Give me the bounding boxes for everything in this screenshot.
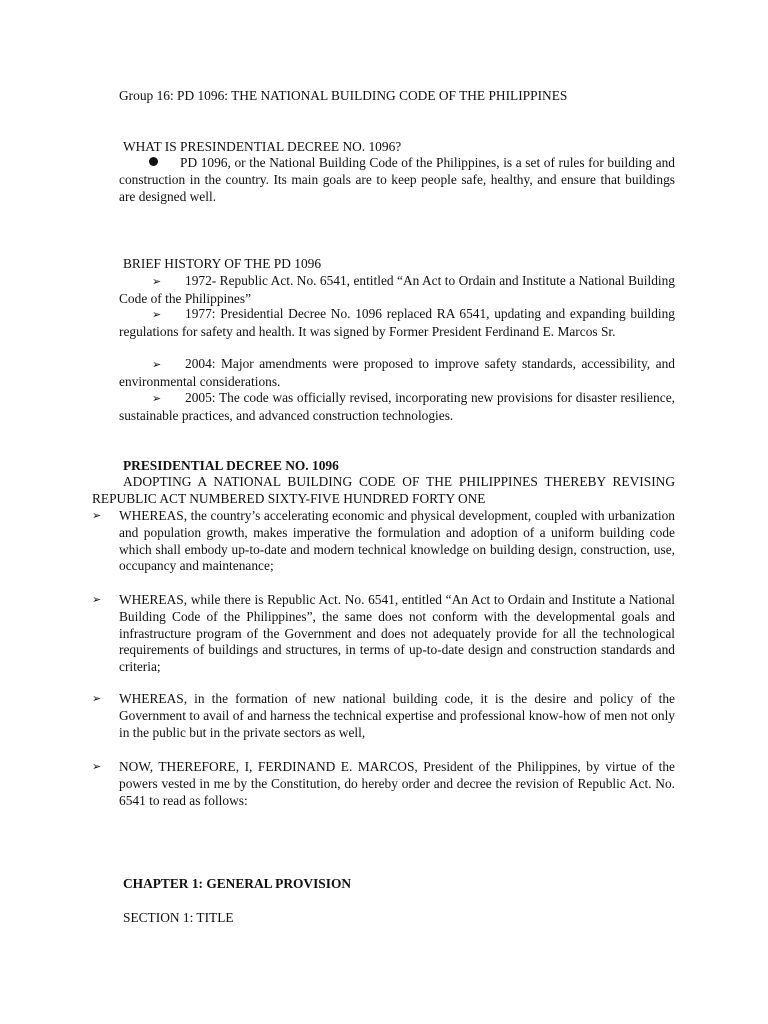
whereas-clause bbox=[92, 759, 675, 809]
chapter-heading: CHAPTER 1: GENERAL PROVISION bbox=[123, 876, 352, 891]
history-item-text: 1977: Presidential Decree No. 1096 replaced RA 6541, updating and expanding building regulations for safety and health. It was signed by Former President Ferdinand E. Marcos Sr. bbox=[119, 306, 675, 339]
whereas-clause bbox=[92, 691, 675, 741]
document-title: Group 16: PD 1096: THE NATIONAL BUILDING CODE OF THE PHILIPPINES bbox=[119, 88, 568, 103]
section-title: SECTION 1: TITLE bbox=[123, 910, 234, 925]
whereas-text: WHEREAS, while there is Republic Act. No. 6541, entitled “An Act to Ordain and Institute a National Building Code of the Philippines”, the same does not conform with the developmental goals and infrastructure program of the Government and does not adequately provide for all the technological requirements of buildings and structures, in terms of up-to-date design and construction standards and criteria; bbox=[119, 592, 675, 675]
arrowhead-bullet-icon: ➢ bbox=[92, 509, 102, 522]
filled-circle-bullet-icon bbox=[149, 157, 158, 166]
decree-heading: PRESIDENTIAL DECREE NO. 1096 bbox=[123, 458, 339, 473]
history-item-text: 2004: Major amendments were proposed to improve safety standards, accessibility, and environmental considerations. bbox=[119, 356, 675, 389]
what-is-text: PD 1096, or the National Building Code of the Philippines, is a set of rules for building and construction in the country. Its main goals are to keep people safe, healthy, and ensure that buildings are designed well. bbox=[119, 155, 675, 204]
history-item bbox=[119, 390, 675, 425]
decree-subtitle: ADOPTING A NATIONAL BUILDING CODE OF THE PHILIPPINES THEREBY REVISING REPUBLIC ACT NUMBERED SIXTY-FIVE HUNDRED FORTY ONE bbox=[92, 474, 675, 506]
arrowhead-bullet-icon: ➢ bbox=[152, 308, 162, 321]
arrowhead-bullet-icon: ➢ bbox=[92, 692, 102, 705]
arrowhead-bullet-icon: ➢ bbox=[92, 760, 102, 773]
whereas-clause bbox=[92, 508, 675, 575]
whereas-text: WHEREAS, the country’s accelerating economic and physical development, coupled with urbanization and population growth, makes imperative the formulation and adoption of a uniform building code which shall embody up-to-date and modern technical knowledge on building design, construction, use, occupancy and maintenance; bbox=[119, 508, 675, 574]
arrowhead-bullet-icon: ➢ bbox=[152, 358, 162, 371]
arrowhead-bullet-icon: ➢ bbox=[152, 392, 162, 405]
history-item bbox=[119, 273, 675, 308]
arrowhead-bullet-icon: ➢ bbox=[92, 593, 102, 606]
what-is-heading: WHAT IS PRESINDENTIAL DECREE NO. 1096? bbox=[123, 139, 402, 154]
history-item-text: 1972- Republic Act. No. 6541, entitled “An Act to Ordain and Institute a National Building Code of the Philippines” bbox=[119, 273, 675, 306]
what-is-paragraph bbox=[119, 155, 675, 205]
history-item bbox=[119, 356, 675, 391]
history-heading: BRIEF HISTORY OF THE PD 1096 bbox=[123, 256, 322, 271]
arrowhead-bullet-icon: ➢ bbox=[152, 275, 162, 288]
history-item-text: 2005: The code was officially revised, incorporating new provisions for disaster resilience, sustainable practices, and advanced construction technologies. bbox=[119, 390, 675, 423]
history-item bbox=[119, 306, 675, 341]
whereas-text: WHEREAS, in the formation of new national building code, it is the desire and policy of the Government to avail of and harness the technical expertise and professional know-how of men not only in the public but in the private sectors as well, bbox=[119, 691, 675, 740]
whereas-text: NOW, THEREFORE, I, FERDINAND E. MARCOS, President of the Philippines, by virtue of the powers vested in me by the Constitution, do hereby order and decree the revision of Republic Act. No. 6541 to read as follows: bbox=[119, 759, 675, 808]
whereas-clause bbox=[92, 592, 675, 676]
